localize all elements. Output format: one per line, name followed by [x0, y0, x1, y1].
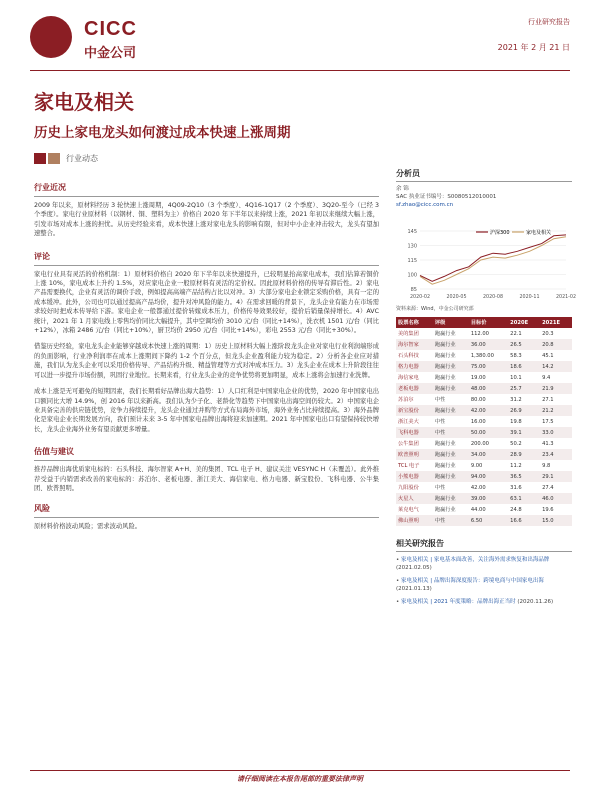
section-divider [34, 196, 379, 197]
table-cell: 28.9 [510, 451, 522, 458]
sector-title: 家电及相关 [34, 90, 134, 114]
main-column [34, 182, 379, 532]
table-row [396, 460, 572, 471]
table-cell: 31.6 [510, 484, 522, 491]
table-cell: 中性 [434, 485, 446, 491]
table-cell: 21.9 [542, 385, 554, 392]
table-cell: 31.2 [510, 396, 522, 403]
table-cell[interactable]: 莱克电气 [398, 507, 419, 513]
table-cell[interactable]: 格力电器 [398, 364, 419, 370]
table-cell: 6.50 [470, 517, 483, 524]
table-row [396, 416, 572, 427]
y-tick-label: 100 [407, 272, 417, 279]
header-divider [30, 70, 570, 71]
table-cell[interactable]: TCL 电子 [398, 463, 420, 469]
bullet-icon: • [396, 557, 401, 563]
table-row [396, 471, 572, 482]
table-cell[interactable]: 老板电器 [398, 386, 419, 392]
table-cell: 63.1 [510, 495, 522, 502]
table-cell: 58.3 [510, 352, 522, 359]
table-cell: 42.00 [470, 407, 486, 414]
table-cell: 跑赢行业 [434, 507, 456, 513]
y-tick-label: 85 [410, 287, 417, 293]
table-cell: 39.00 [470, 495, 486, 502]
table-cell: 跑赢行业 [434, 364, 456, 370]
table-cell: 27.1 [542, 396, 554, 403]
table-cell: 200.00 [470, 440, 489, 447]
related-list [396, 556, 572, 606]
section-divider [396, 181, 572, 182]
related-report-date: (2021.01.13) [396, 586, 432, 592]
table-cell[interactable]: 苏泊尔 [398, 397, 414, 403]
table-cell: 跑赢行业 [434, 342, 456, 348]
tag-marker-icon [48, 153, 60, 164]
table-cell[interactable]: 飞科电器 [398, 430, 419, 436]
section-divider [34, 460, 379, 461]
table-cell: 112.00 [470, 330, 489, 337]
table-cell: 44.00 [470, 506, 486, 513]
sidebar [396, 168, 577, 611]
table-cell[interactable]: 美的集团 [398, 331, 419, 337]
footer-divider [30, 770, 570, 771]
table-cell: 1,380.00 [470, 352, 494, 359]
table-row [396, 339, 572, 350]
table-cell: 29.1 [542, 473, 554, 480]
report-title: 历史上家电龙头如何渡过成本快速上涨周期 [34, 125, 291, 141]
table-cell[interactable]: 九阳股份 [398, 485, 419, 491]
table-cell: 26.5 [510, 341, 522, 348]
table-row [396, 515, 572, 526]
table-cell: 跑赢行业 [434, 496, 456, 502]
table-cell: 20.8 [542, 341, 554, 348]
table-cell[interactable]: 新宝股份 [398, 408, 419, 414]
overview-heading: 行业近况 [34, 183, 66, 192]
table-cell: 16.00 [470, 418, 486, 425]
table-cell: 27.4 [542, 484, 554, 491]
legend-label-b: 家电及相关 [526, 230, 552, 236]
table-cell[interactable]: 浙江美大 [398, 419, 419, 425]
related-report-item[interactable] [396, 577, 572, 593]
table-cell: 19.8 [510, 418, 522, 425]
analyst-name: 余 锦 [396, 186, 409, 192]
table-row [396, 383, 572, 394]
recommendation-text: 推荐品牌出海优质家电标的：石头科技、海尔智家 A+H、美的集团、TCL 电子 H、建议关注 VESYNC H（未覆盖）。此外推荐受益于内销需求改善的家电标的：苏泊尔、老板电器、浙江美大、海信家电、格力电器、新宝股份、飞科电器、公牛集团、欧普照明。 [34, 466, 379, 492]
table-cell: 15.0 [542, 517, 554, 524]
comment-heading: 评论 [34, 251, 50, 261]
table-cell: 17.5 [542, 418, 554, 425]
table-cell: 25.7 [510, 385, 522, 392]
table-header-cell: 2021E [540, 317, 572, 328]
y-tick-label: 145 [407, 229, 417, 235]
table-cell: 46.0 [542, 495, 554, 502]
y-tick-label: 130 [407, 243, 417, 250]
table-cell: 19.6 [542, 506, 554, 513]
report-date: 2021 年 2 月 21 日 [497, 43, 570, 52]
table-cell[interactable]: 公牛集团 [398, 441, 419, 447]
table-cell: 26.9 [510, 407, 522, 414]
y-tick-label: 115 [407, 258, 417, 264]
related-report-item[interactable] [396, 556, 572, 572]
comment-paragraph-3: 成本上涨是无可避免的短期因素，我们长期看好品牌出海大趋势：1）人口红利是中国家电企业的优势，2020 年中国家电出口额同比大增 14.9%，创 2016 年以来新高。我们认为少子化、老龄化等趋势下中国家电出海空间仍较大。2）中国家电企业具备完善的供应链优势，竞争力持续提升，龙头企业通过并购等方式布局海外市场，海外业务占比持续提高。3）海外品牌化是家电企业长期发展方向，我们预计未来 3-5 年中国家电品牌出海将迎来加速期。2021 年中国家电出口有望保持较快增长，龙头企业海外业务有望贡献更多增量。 [34, 388, 379, 433]
table-header-cell: 目标价 [469, 317, 508, 328]
comment-paragraph-1: 家电行业具有灵活的价格机制：1）原材料价格自 2020 年下半年以来快速提升，已较明显抬高家电成本，我们估算若铜价上涨 10%，家电成本上升约 1.5%，对应家电企业一般原材料有灵活的定价权。因此原材料价格的传导有滞后性。2）家电产品需要换代，企业有灵活的调价手段，例如提高高端产品结构占比以对冲。3）大部分家电企业锁定采购价格，具有一定的成本缓冲。此外，公司也可以通过提高产品均价，提升对冲风险的能力。4）在需求回暖的背景下，龙头企业有能力在市场需求较好时把成本传导给下游。家电企业一般都通过提价转嫁成本压力，价格传导效果较好，提价后销量保持增长。4）AVC 统计，2021 年 1 月家电线上零售均价同比大幅提升，其中空调均价 3010 元/台（同比+14%），洗衣机 1501 元/台（同比+12%），冰箱 2486 元/台（同比+10%），厨卫均价 2950 元/台（同比+14%），彩电 2553 元/台（同比+30%）。 [34, 270, 379, 335]
related-report-date: (2020.11.26) [517, 599, 554, 605]
overview-text: 2009 年以来，原材料经历 3 轮快速上涨周期，4Q09-2Q10（3 个季度）、4Q16-1Q17（2 个季度）、3Q20-至今（已经 3 个季度）。家电行业原材料（以钢材、铜、塑料为主）价格自 2020 年下半年以来持续上涨，2021 年初以来继续大幅上涨，引发市场对成本上涨的担忧。从历史经验来看，成本快速上涨对家电龙头的影响有限，但对中小企业冲击较大，龙头有望加速整合。 [34, 202, 379, 238]
logo-en: CICC [84, 18, 137, 40]
table-cell[interactable]: 火星人 [398, 496, 414, 502]
x-tick-label: 2020-02 [409, 295, 431, 300]
table-cell: 跑赢行业 [434, 452, 456, 458]
table-cell: 跑赢行业 [434, 474, 456, 480]
table-row [396, 350, 572, 361]
table-cell: 75.00 [470, 363, 486, 370]
table-cell: 16.6 [510, 517, 522, 524]
footer-disclaimer: 请仔细阅读在本报告尾部的重要法律声明 [237, 775, 363, 783]
legend-label-a: 沪深300 [490, 230, 510, 236]
analyst-heading: 分析员 [396, 169, 420, 178]
valuation-table [396, 317, 572, 526]
table-cell[interactable]: 佛山照明 [398, 518, 419, 524]
x-tick-label: 2020-08 [482, 295, 504, 300]
table-cell: 10.1 [510, 374, 522, 381]
table-cell: 33.0 [542, 429, 554, 436]
table-cell: 36.00 [470, 341, 486, 348]
table-cell: 9.00 [470, 462, 483, 469]
table-row [396, 449, 572, 460]
table-cell[interactable]: 海尔智家 [398, 342, 419, 348]
cicc-logo-icon [30, 16, 72, 58]
table-cell: 42.00 [470, 484, 486, 491]
logo-cn: 中金公司 [84, 46, 137, 61]
chart-source: 资料来源：Wind，中金公司研究部 [396, 306, 474, 312]
table-row [396, 482, 572, 493]
comment-paragraph-2: 借鉴历史经验，家电龙头企业能够穿越成本快速上涨的周期：1）历史上原材料大幅上涨阶段龙头企业对家电行业利润端形成的负面影响，行业净利润率在成本上涨期间下降约 1-2 个百分点，但龙头企业盈利能力较为稳定。2）分析各企业应对措施，我们认为龙头企业可以采用价格传导、产品结构升级、精益管理等方式对冲成本压力。3）龙头企业在成本上升阶段往往可以进一步提升市场份额，巩固行业地位。长期来看，行业龙头企业的竞争优势将更加明显，成本上涨将会加速行业洗牌。 [34, 343, 379, 379]
table-cell: 跑赢行业 [434, 375, 456, 381]
related-report-link[interactable]: 家电及相关 | 家电基本面改善，关注海外需求恢复和出海品牌 [401, 557, 550, 563]
section-divider [396, 551, 572, 552]
table-row [396, 405, 572, 416]
table-header-row [396, 317, 572, 328]
table-row [396, 438, 572, 449]
table-header-cell: 评级 [433, 317, 469, 328]
table-cell[interactable]: 小熊电器 [398, 474, 419, 480]
table-header-cell: 股票名称 [396, 317, 433, 328]
table-cell: 45.1 [542, 352, 554, 359]
table-cell: 跑赢行业 [434, 386, 456, 392]
table-row [396, 504, 572, 515]
table-cell: 中性 [434, 430, 446, 436]
table-cell: 24.8 [510, 506, 522, 513]
report-tag: 行业动态 [66, 154, 98, 163]
table-cell: 23.4 [542, 451, 554, 458]
table-cell: 22.1 [510, 330, 522, 337]
table-cell: 36.5 [510, 473, 522, 480]
table-row [396, 493, 572, 504]
table-row [396, 328, 572, 339]
table-cell: 中性 [434, 419, 446, 425]
table-cell[interactable]: 海信家电 [398, 375, 419, 381]
table-cell: 中性 [434, 518, 446, 524]
table-cell: 80.00 [470, 396, 486, 403]
table-cell: 跑赢行业 [434, 441, 456, 447]
chart-legend [476, 229, 551, 236]
table-cell[interactable]: 欧普照明 [398, 452, 419, 458]
table-cell: 跑赢行业 [434, 408, 456, 414]
table-cell: 21.2 [542, 407, 554, 414]
table-cell: 中性 [434, 397, 446, 403]
table-row [396, 361, 572, 372]
related-report-link[interactable]: 家电及相关 | 品牌出海深度报告：跨境电商与中国家电出海 [401, 578, 544, 584]
table-cell: 41.3 [542, 440, 554, 447]
bullet-icon: • [396, 599, 401, 605]
related-heading: 相关研究报告 [396, 539, 444, 548]
table-cell: 50.00 [470, 429, 486, 436]
table-cell: 20.3 [542, 330, 554, 337]
table-cell: 34.00 [470, 451, 486, 458]
table-cell: 跑赢行业 [434, 353, 456, 359]
bullet-icon: • [396, 578, 401, 584]
recommendation-heading: 估值与建议 [34, 447, 74, 457]
related-report-link[interactable]: 家电及相关 | 2021 年度策略：品牌出海正当时 [401, 599, 516, 605]
table-cell: 19.00 [470, 374, 486, 381]
performance-chart [396, 223, 577, 303]
table-cell: 48.00 [470, 385, 486, 392]
table-cell[interactable]: 石头科技 [398, 353, 419, 359]
table-cell: 11.2 [510, 462, 522, 469]
table-header-cell: 2020E [508, 317, 540, 328]
table-cell: 39.1 [510, 429, 522, 436]
risk-text: 原材料价格波动风险；需求波动风险。 [34, 523, 142, 531]
tag-marker-icon [34, 153, 46, 164]
related-report-date: (2021.02.05) [396, 565, 432, 571]
table-cell: 9.4 [542, 374, 551, 381]
report-type: 行业研究报告 [528, 18, 570, 26]
analyst-sac: SAC 执业证书编号：S0080512010001 [396, 194, 497, 200]
table-cell: 跑赢行业 [434, 331, 456, 337]
section-divider [34, 517, 379, 518]
analyst-email[interactable]: sf.zhao@cicc.com.cn [396, 202, 454, 208]
table-row [396, 427, 572, 438]
x-tick-label: 2021-02 [555, 295, 577, 300]
related-report-item[interactable] [396, 598, 572, 606]
table-cell: 50.2 [510, 440, 522, 447]
table-cell: 9.8 [542, 462, 551, 469]
x-tick-label: 2020-11 [519, 295, 540, 300]
section-divider [34, 265, 379, 266]
risk-heading: 风险 [34, 504, 50, 514]
table-cell: 18.6 [510, 363, 522, 370]
table-cell: 94.00 [470, 473, 486, 480]
x-tick-label: 2020-05 [446, 295, 467, 300]
table-cell: 跑赢行业 [434, 463, 456, 469]
table-cell: 14.2 [542, 363, 554, 370]
table-row [396, 372, 572, 383]
table-row [396, 394, 572, 405]
